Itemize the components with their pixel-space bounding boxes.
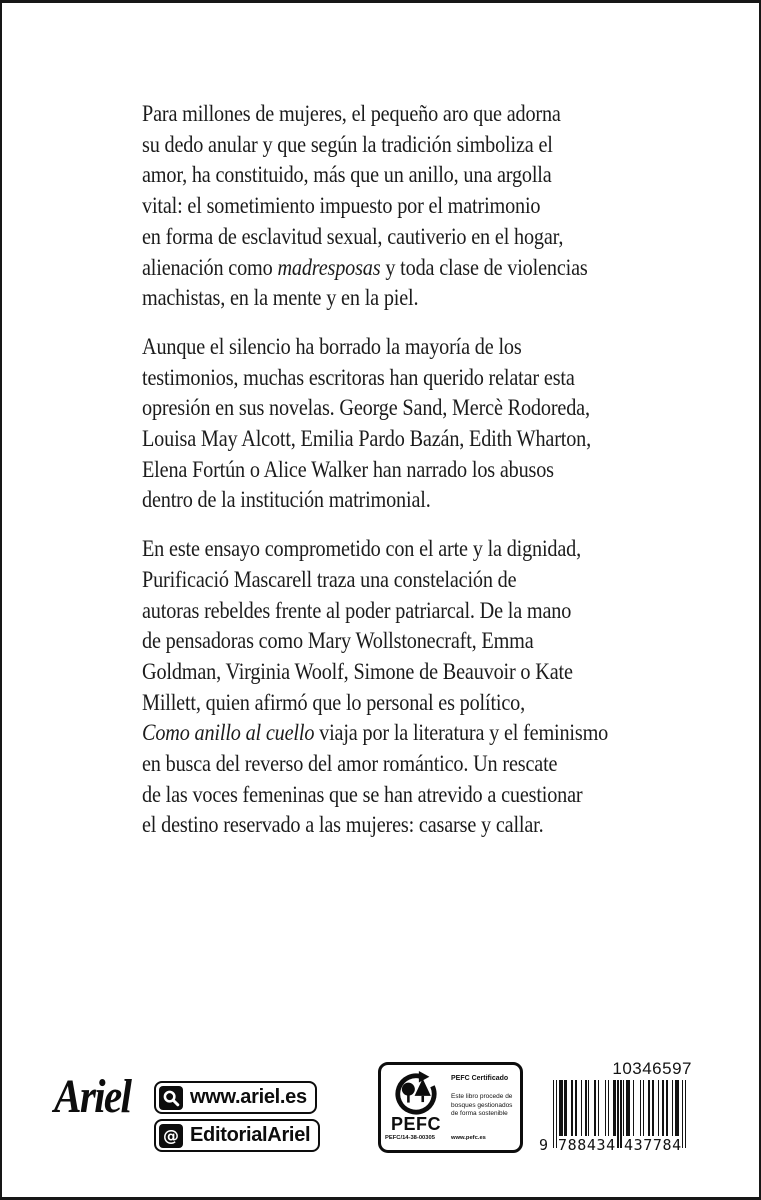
synopsis-paragraph: [142, 99, 688, 314]
synopsis-paragraph: [142, 332, 688, 516]
text-line: Elena Fortún o Alice Walker han narrado los abusos: [142, 456, 554, 482]
barcode-bar: [643, 1080, 644, 1136]
text-line: opresión en sus novelas. George Sand, Mercè Rodoreda,: [142, 395, 590, 421]
barcode-bar: [585, 1080, 586, 1136]
barcode-bar: [571, 1080, 572, 1136]
pefc-license-code: PEFC/14-38-00305: [385, 1135, 435, 1141]
text-line: testimonios, muchas escritoras han querido relatar esta: [142, 364, 575, 390]
barcode-bar: [605, 1080, 606, 1136]
isbn-digits: [539, 1136, 686, 1154]
text-line: su dedo anular y que según la tradición simboliza el: [142, 131, 553, 157]
text-line: autoras rebeldes frente al poder patriarcal. De la mano: [142, 597, 572, 623]
pefc-logo-icon: [391, 1071, 441, 1120]
pefc-description: Este libro procede de bosques gestionados de forma sostenible: [451, 1093, 513, 1117]
barcode-bar: [608, 1080, 609, 1136]
text-line: de las voces femeninas que se han atrevido a cuestionar: [142, 781, 583, 807]
search-icon: [159, 1086, 183, 1110]
text-line: de pensadoras como Mary Wollstonecraft, Emma: [142, 628, 534, 654]
isbn-left-group: 788434: [558, 1136, 616, 1154]
barcode-bar: [672, 1080, 673, 1136]
barcode-bar: [629, 1080, 630, 1136]
website-url-label: www.ariel.es: [190, 1086, 307, 1108]
barcode-bar: [598, 1080, 599, 1136]
text-line: machistas, en la mente y en la piel.: [142, 285, 419, 311]
barcode-bar: [633, 1080, 634, 1136]
publisher-links: [154, 1081, 320, 1152]
barcode-bar: [615, 1080, 616, 1136]
pefc-title: PEFC Certificado: [451, 1075, 509, 1082]
pefc-certification-box: [378, 1062, 523, 1153]
at-glyph: @: [163, 1125, 179, 1145]
barcode-bar: [561, 1080, 562, 1136]
text-line: Como anillo al cuello viaja por la literatura y el feminismo: [142, 720, 609, 746]
barcode-bar: [588, 1080, 589, 1136]
pefc-acronym: PEFC: [390, 1114, 441, 1134]
text-line: amor, ha constituido, más que un anillo, una argolla: [142, 162, 552, 188]
at-icon: [159, 1124, 183, 1148]
product-code: 10346597: [612, 1059, 692, 1078]
barcode-bar: [575, 1080, 576, 1136]
website-badge: [154, 1081, 317, 1114]
text-line: dentro de la institución matrimonial.: [142, 487, 431, 513]
social-handle-label: EditorialAriel: [190, 1124, 311, 1146]
text-line: Purificació Mascarell traza una constelación de: [142, 566, 517, 592]
text-line: Millett, quien afirmó que lo personal es político,: [142, 689, 525, 715]
text-line: Louisa May Alcott, Emilia Pardo Bazán, Edith Wharton,: [142, 426, 591, 452]
barcode-bar: [652, 1080, 653, 1136]
barcode-bar: [662, 1080, 663, 1136]
barcode-bar: [623, 1080, 624, 1136]
barcode-bar: [648, 1080, 649, 1136]
barcode-bar: [640, 1080, 641, 1136]
text-line: alienación como madresposas y toda clase de violencias: [142, 254, 588, 280]
pefc-url: www.pefc.es: [451, 1135, 486, 1141]
text-line: Aunque el silencio ha borrado la mayoría de los: [142, 333, 522, 359]
text-line: Para millones de mujeres, el pequeño aro que adorna: [142, 101, 561, 126]
barcode-bar: [581, 1080, 582, 1136]
social-badge: [154, 1119, 320, 1152]
isbn-right-group: 437784: [624, 1136, 682, 1154]
barcode-bar: [666, 1080, 667, 1136]
barcode-bar: [658, 1080, 659, 1136]
text-line: Goldman, Virginia Woolf, Simone de Beauvoir o Kate: [142, 658, 573, 684]
text-line: el destino reservado a las mujeres: casarse y callar.: [142, 812, 544, 838]
synopsis-text: [142, 99, 688, 859]
ariel-publisher-logo: Ariel: [54, 1070, 131, 1123]
text-line: en forma de esclavitud sexual, cautiverio en el hogar,: [142, 223, 564, 249]
text-line: En este ensayo comprometido con el arte y la dignidad,: [142, 536, 582, 562]
barcode-bar: [566, 1080, 567, 1136]
text-line: vital: el sometimiento impuesto por el matrimonio: [142, 193, 541, 219]
text-line: en busca del reverso del amor romántico. Un rescate: [142, 751, 558, 777]
synopsis-paragraph: [142, 534, 688, 841]
barcode: [539, 1059, 692, 1155]
barcode-bar: [678, 1080, 679, 1136]
barcode-bar: [595, 1080, 596, 1136]
isbn-first-digit: 9: [539, 1136, 549, 1154]
